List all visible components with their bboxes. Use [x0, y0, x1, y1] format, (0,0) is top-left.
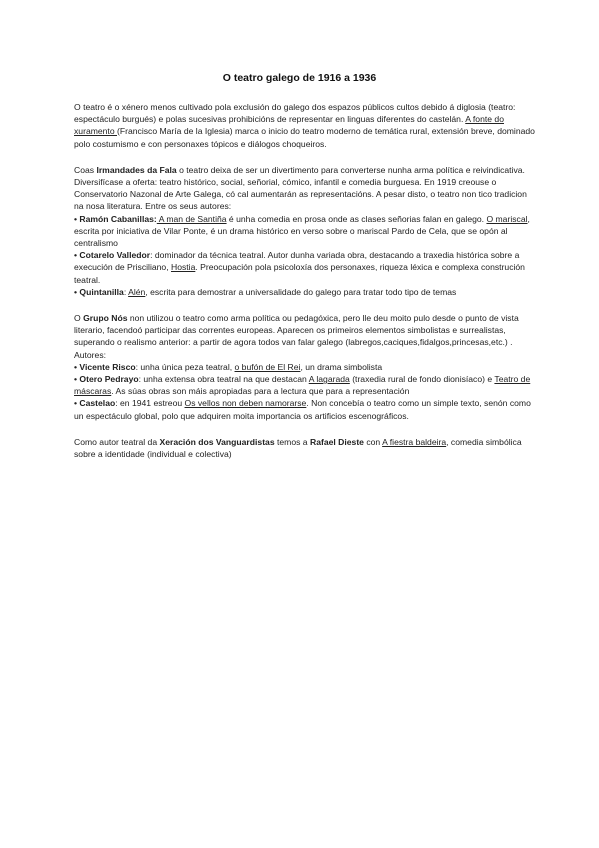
term-irmandades-da-fala: Irmandades da Fala: [96, 164, 177, 175]
author-rafael-dieste: Rafael Dieste: [309, 436, 364, 447]
text: O teatro é o xénero menos cultivado pola exclusión do galego dos espazos públicos cultos debido á diglosia (teatro: espectáculo burgués) e polas sucesivas prohibicións de representar en linguas diferentes do castelán.: [74, 102, 516, 125]
work-title-a-man-de-santina: A man de Santiña: [156, 213, 227, 224]
text: non utilizou o teatro como arma política ou pedagóxica, pero lle deu moito pulo desde o punto de vista literario, facendoó participar das correntes europeas. Aparecen os primeiros elementos simbolistas e surrealistas, superando o realismo anterior: a partir de agora todos van falar galego (labregos,caciques,fidalgos,princesas,etc.) . Autores:: [74, 313, 519, 360]
work-title-a-fonte-do-xuramento: A fonte do xuramento: [74, 114, 504, 137]
text: O: [74, 313, 84, 324]
text: :: [123, 286, 129, 297]
paragraph-vanguardistas: [74, 436, 536, 460]
work-title-alen: Alén: [128, 286, 146, 297]
author-vicente-risco: • Vicente Risco: [74, 361, 136, 372]
page-title: O teatro galego de 1916 a 1936: [222, 72, 377, 84]
text: Coas: [74, 164, 97, 175]
author-cotarelo-valledor: • Cotarelo Valledor: [74, 250, 151, 261]
text: : unha extensa obra teatral na que destacan: [138, 374, 309, 385]
text: , un drama simbolista: [300, 361, 383, 372]
paragraph-grupo-nos: [74, 312, 536, 422]
text: é unha comedia en prosa onde as clases señorias falan en galego.: [226, 213, 487, 224]
author-castelao: • Castelao: [74, 398, 116, 409]
term-grupo-nos: Grupo Nós: [83, 313, 128, 324]
author-quintanilla: • Quintanilla: [74, 286, 124, 297]
term-xeracion-dos-vanguardistas: Xeración dos Vanguardistas: [159, 436, 275, 447]
text: con: [363, 436, 383, 447]
work-title-os-vellos-non-deben-namorarse: Os vellos non deben namorarse: [184, 398, 307, 409]
text: . Non concebía o teatro como un simple texto, senón como un espectáculo global, polo que adquiren moita importancia os artificios escenográficos.: [74, 398, 531, 421]
text: : en 1941 estreou: [115, 398, 185, 409]
author-ramon-cabanillas: • Ramón Cabanillas: [74, 213, 154, 224]
text: , escrita para demostrar a universalidade do galego para tratar todo tipo de temas: [145, 286, 457, 297]
text: : unha única peza teatral,: [135, 361, 235, 372]
work-title-o-bufon-de-el-rei: o bufón de El Rei: [234, 361, 301, 372]
work-title-o-mariscal: O mariscal: [486, 213, 528, 224]
text: (traxedia rural de fondo dionisíaco) e: [349, 374, 495, 385]
text: , escrita por iniciativa de Vilar Ponte, é un drama histórico en verso sobre o mariscal Pardo de Cela, que se opón al centralismo: [74, 213, 530, 249]
document-body: [74, 101, 536, 474]
text: temos a: [274, 436, 310, 447]
text: o teatro deixa de ser un divertimento para converterse nunha arma política e reivindicativa. Diversifícase a oferta: teatro histórico, social, señorial, cómico, infantil e comedia burguesa. En 1919 creouse o Conservatorio Nazonal de Arte Galega, có cal aumentarán as representacións. A pesar disto, o teatro non tico tradicion na nosa literatura. Entre os seus autores:: [74, 164, 527, 212]
work-title-a-lagarada: A lagarada: [308, 374, 350, 385]
text: : dominador da técnica teatral. Autor dunha variada obra, destacando a traxedia histórica sobre a execución de Prisciliano,: [74, 250, 520, 273]
colon: :: [153, 213, 157, 224]
text: . As súas obras son máis apropiadas para a lectura que para a representación: [111, 386, 410, 397]
paragraph-irmandades: [74, 164, 536, 298]
author-otero-pedrayo: • Otero Pedrayo: [74, 374, 139, 385]
text: . Preocupación pola psicoloxía dos personaxes, riqueza léxica e complexa construción teatral.: [74, 262, 525, 285]
paragraph-intro: [74, 101, 536, 150]
work-title-teatro-de-mascaras: Teatro de máscaras: [74, 374, 531, 397]
text: , comedia simbólica sobre a identidade (individual e colectiva): [74, 436, 522, 460]
work-title-hostia: Hostia: [170, 262, 196, 273]
work-title-a-fiestra-baldeira: A fiestra baldeira: [382, 436, 447, 447]
text: (Francisco María de la Iglesia) marca o inicio do teatro moderno de temática rural, extensión breve, dominado polo costumismo e con personaxes tópicos e diálogos choqueiros.: [74, 126, 535, 149]
text: Como autor teatral da: [74, 436, 160, 447]
